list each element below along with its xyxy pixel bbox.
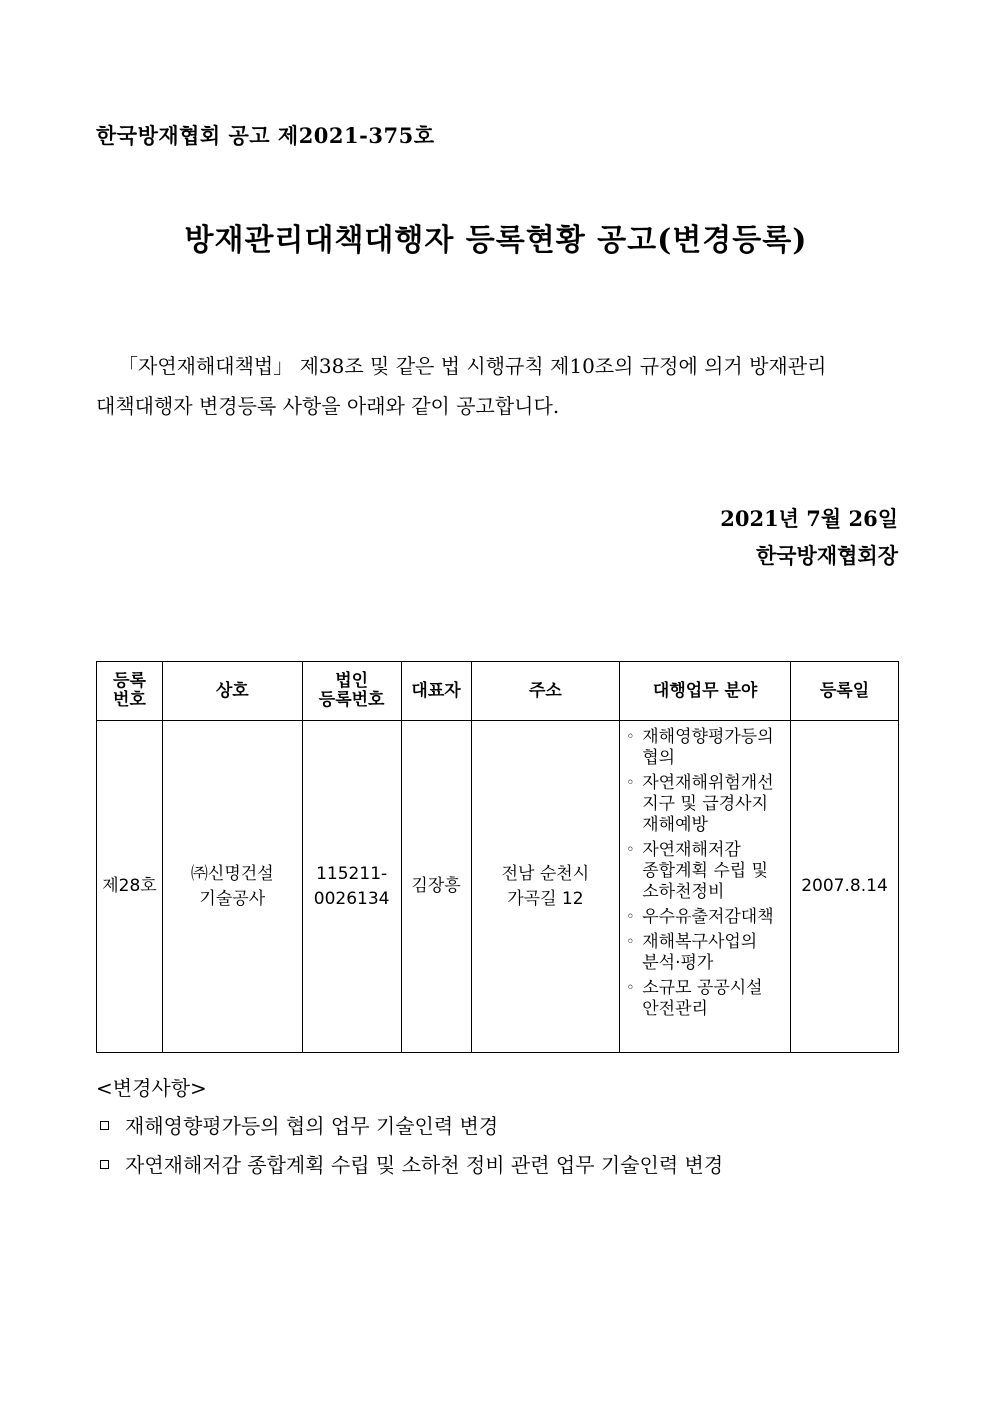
scope-item-line: 우수유출저감대책 bbox=[642, 907, 774, 927]
intro-line-2: 대책대행자 변경등록 사항을 아래와 같이 공고합니다. bbox=[96, 394, 560, 418]
cell-representative: 김장흥 bbox=[401, 721, 471, 1053]
header-corp-no-line-2: 등록번호 bbox=[318, 690, 385, 710]
bullet-icon: ◦ bbox=[626, 980, 635, 996]
square-bullet-icon bbox=[100, 1121, 109, 1130]
scope-item bbox=[626, 840, 786, 903]
address-line-2: 가곡길 12 bbox=[507, 888, 584, 909]
change-item-text: 재해영향평가등의 협의 업무 기술인력 변경 bbox=[125, 1114, 499, 1138]
scope-item-line: 분석·평가 bbox=[642, 953, 714, 973]
notice-number: 한국방재협회 공고 제2021-375호 bbox=[96, 123, 435, 148]
scope-item-line: 지구 및 급경사지 bbox=[642, 794, 769, 814]
table-header-row bbox=[97, 662, 899, 721]
scope-item-line: 재해예방 bbox=[642, 815, 708, 835]
scope-item-line: 안전관리 bbox=[642, 999, 708, 1019]
document-title: 방재관리대책대행자 등록현황 공고(변경등록) bbox=[184, 223, 808, 258]
header-corp-no-line-1: 법인 bbox=[335, 671, 369, 691]
scope-item-line: 협의 bbox=[642, 748, 676, 768]
scope-item-line: 종합계획 수립 및 bbox=[642, 861, 769, 881]
scope-item bbox=[626, 773, 786, 836]
header-representative: 대표자 bbox=[401, 662, 471, 721]
header-reg-no bbox=[97, 662, 163, 721]
bullet-icon: ◦ bbox=[626, 909, 635, 925]
scope-item bbox=[626, 727, 786, 769]
change-item bbox=[100, 1149, 723, 1178]
cell-scope bbox=[620, 721, 791, 1053]
bullet-icon: ◦ bbox=[626, 934, 635, 950]
company-line-1: ㈜신명건설 bbox=[190, 863, 274, 884]
address-line-1: 전남 순천시 bbox=[501, 863, 590, 884]
scope-item bbox=[626, 978, 786, 1020]
header-address: 주소 bbox=[471, 662, 620, 721]
issuer-name: 한국방재협회장 bbox=[755, 543, 898, 568]
cell-reg-no: 제28호 bbox=[97, 721, 163, 1053]
bullet-icon: ◦ bbox=[626, 729, 635, 745]
scope-item-line: 소하천정비 bbox=[642, 882, 725, 902]
scope-item bbox=[626, 907, 786, 928]
cell-address bbox=[471, 721, 620, 1053]
bullet-icon: ◦ bbox=[626, 842, 635, 858]
change-item bbox=[100, 1110, 498, 1139]
scope-item-line: 소규모 공공시설 bbox=[642, 978, 763, 998]
registry-table bbox=[96, 661, 899, 1053]
scope-item-line: 재해복구사업의 bbox=[642, 932, 758, 952]
intro-line-1: 「자연재해대책법」 제38조 및 같은 법 시행규칙 제10조의 규정에 의거 방재관리 bbox=[118, 354, 827, 378]
corp-no-line-1: 115211- bbox=[316, 863, 388, 884]
intro-paragraph bbox=[96, 346, 898, 426]
scope-item bbox=[626, 932, 786, 974]
cell-company bbox=[162, 721, 302, 1053]
header-reg-no-line-1: 등록 bbox=[113, 671, 146, 691]
change-item-text: 자연재해저감 종합계획 수립 및 소하천 정비 관련 업무 기술인력 변경 bbox=[125, 1153, 724, 1177]
header-scope: 대행업무 분야 bbox=[620, 662, 791, 721]
square-bullet-icon bbox=[100, 1160, 109, 1169]
corp-no-line-2: 0026134 bbox=[313, 888, 390, 909]
header-company: 상호 bbox=[162, 662, 302, 721]
header-reg-date: 등록일 bbox=[791, 662, 899, 721]
scope-item-line: 자연재해저감 bbox=[642, 840, 741, 860]
bullet-icon: ◦ bbox=[626, 775, 635, 791]
cell-reg-date: 2007.8.14 bbox=[791, 721, 899, 1053]
company-line-2: 기술공사 bbox=[199, 888, 266, 909]
notice-date: 2021년 7월 26일 bbox=[720, 506, 898, 531]
header-corp-no bbox=[302, 662, 401, 721]
cell-corp-no bbox=[302, 721, 401, 1053]
scope-item-line: 재해영향평가등의 bbox=[642, 727, 774, 747]
changes-heading: <변경사항> bbox=[96, 1076, 207, 1100]
table-row bbox=[97, 721, 899, 1053]
scope-item-line: 자연재해위험개선 bbox=[642, 773, 774, 793]
header-reg-no-line-2: 번호 bbox=[113, 690, 146, 710]
